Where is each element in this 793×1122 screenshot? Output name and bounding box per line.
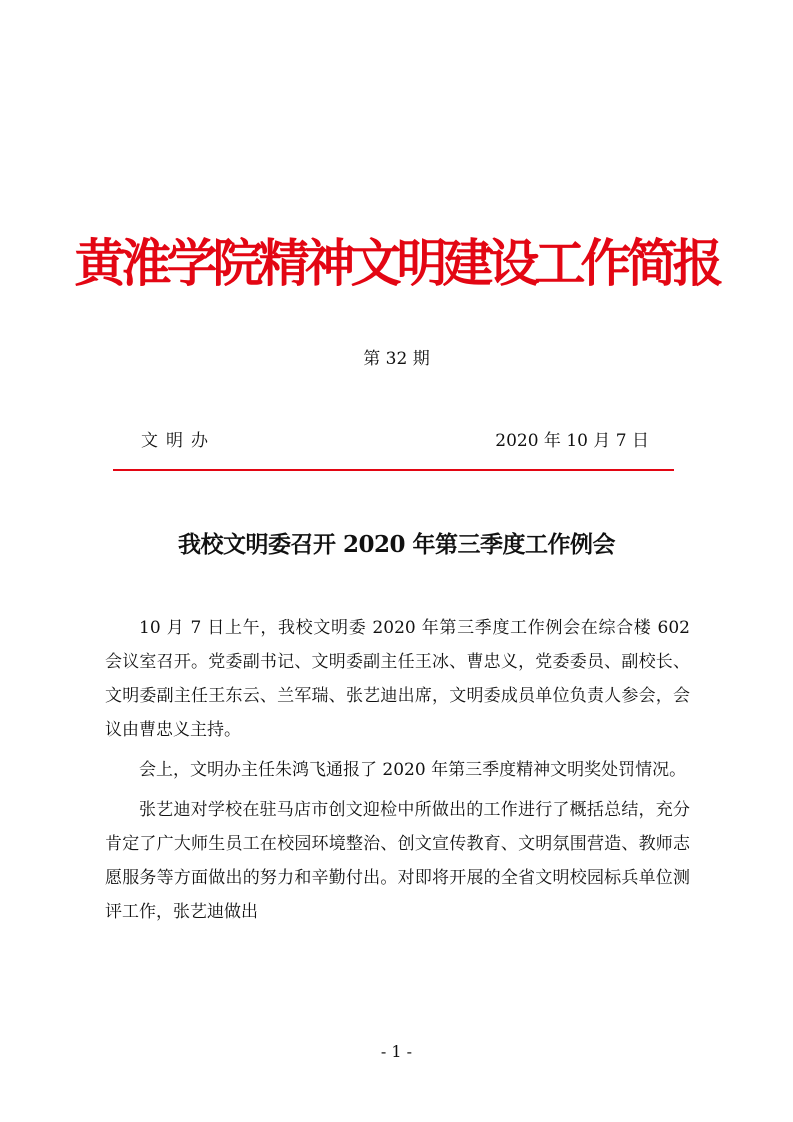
paragraph-3: 张艺迪对学校在驻马店市创文迎检中所做出的工作进行了概括总结，充分肯定了广大师生员工在校园环境整治、创文宣传教育、文明氛围营造、教师志愿服务等方面做出的努力和辛勤付出。对即将开展的全省文明校园标兵单位测评工作，张艺迪做出 [105,800,690,922]
issue-date: 2020 年 10 月 7 日 [495,431,649,451]
page-number: - 1 - [380,1042,413,1061]
bulletin-masthead: 黄淮学院精神文明建设工作简报 [74,234,719,294]
paragraph-2: 会上，文明办主任朱鸿飞通报了 2020 年第三季度精神文明奖处罚情况。 [139,760,687,780]
article-body [105,611,690,935]
article-title: 我校文明委召开 2020 年第三季度工作例会 [177,531,616,558]
paragraph-1: 10 月 7 日上午，我校文明委 2020 年第三季度工作例会在综合楼 602 会议室召开。党委副书记、文明委副主任王冰、曹忠义，党委委员、副校长、文明委副主任王东云、兰军瑞、张艺迪出席，文明委成员单位负责人参会，会议由曹忠义主持。 [105,618,690,740]
issuing-office: 文明办 [141,431,216,451]
issue-number: 第 32 期 [363,349,430,369]
red-divider-line [113,469,674,471]
